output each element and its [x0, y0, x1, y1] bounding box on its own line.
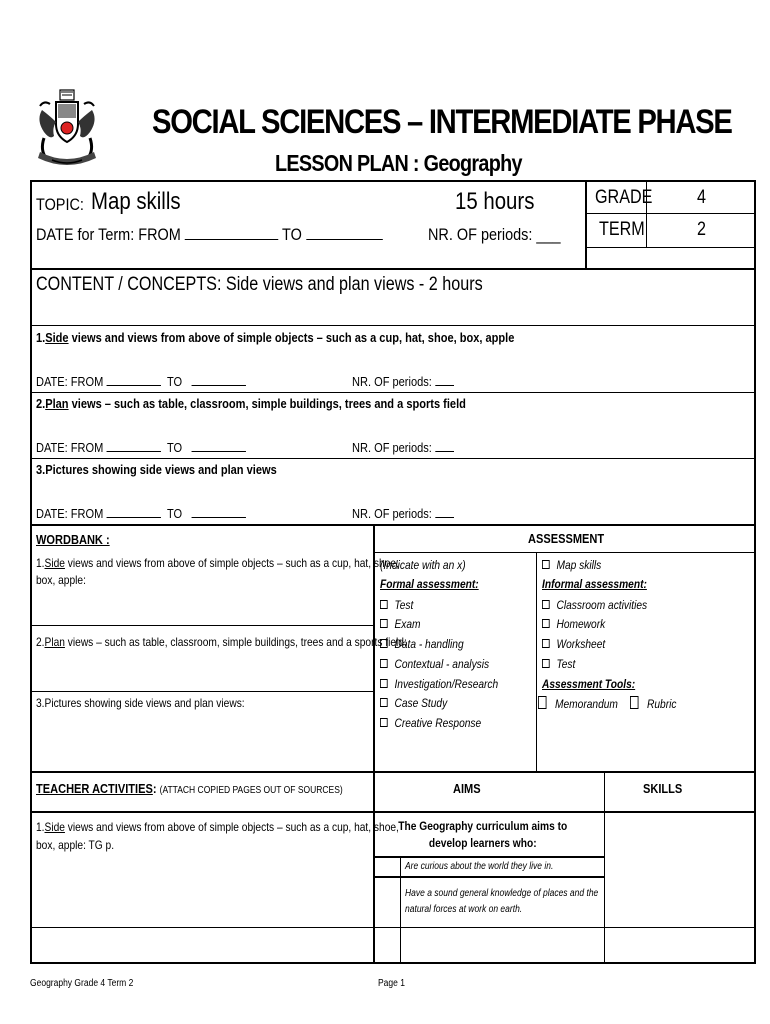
- checkbox-icon[interactable]: [380, 639, 388, 648]
- formal-item-test[interactable]: Test: [380, 598, 413, 612]
- checkbox-icon[interactable]: [542, 659, 550, 668]
- wordbank-item-2: 2.Plan views – such as table, classroom, simple buildings, trees and a sports field:: [36, 635, 407, 649]
- skills-label: SKILLS: [643, 781, 683, 796]
- wordbank-item-1: 1.Side views and views from above of simple objects – such as a cup, hat, shoe,: [36, 556, 399, 570]
- term-label: TERM: [599, 219, 645, 240]
- informal-item-worksheet[interactable]: Worksheet: [542, 637, 605, 651]
- teacher-activity-1: 1.Side views and views from above of simple objects – such as a cup, hat, shoe,: [36, 820, 399, 834]
- content-item-1-periods: NR. OF periods:: [352, 374, 454, 389]
- grade-label: GRADE: [595, 187, 653, 208]
- checkbox-icon[interactable]: [380, 619, 388, 628]
- content-item-2-periods: NR. OF periods:: [352, 440, 454, 455]
- aims-label: AIMS: [453, 781, 481, 796]
- content-concepts-label: CONTENT / CONCEPTS: Side views and plan views - 2 hours: [36, 274, 483, 295]
- aims-intro: The Geography curriculum aims to develop learners who:: [398, 819, 568, 850]
- content-item-3: 3.Pictures showing side views and plan views: [36, 462, 277, 477]
- informal-item-homework[interactable]: Homework: [542, 617, 605, 631]
- grade-value: 4: [697, 187, 706, 208]
- wordbank-label: WORDBANK :: [36, 532, 110, 547]
- teacher-activities-header: TEACHER ACTIVITIES: (ATTACH COPIED PAGES OUT OF SOURCES): [36, 781, 343, 796]
- content-item-3-date: DATE: FROM TO: [36, 506, 246, 521]
- checkbox-icon[interactable]: [380, 659, 388, 668]
- content-item-1: 1.Side views and views from above of simple objects – such as a cup, hat, shoe, box, apple: [36, 330, 515, 345]
- checkbox-icon[interactable]: [542, 600, 550, 609]
- footer-page: Page 1: [378, 978, 405, 989]
- topic-periods: NR. OF periods: ___: [428, 225, 561, 244]
- checkbox-icon[interactable]: [380, 698, 388, 707]
- formal-item-investigation[interactable]: Investigation/Research: [380, 677, 498, 691]
- informal-assessment-label: Informal assessment:: [542, 577, 647, 591]
- checkbox-icon[interactable]: [380, 600, 388, 609]
- checkbox-icon[interactable]: [630, 696, 639, 709]
- date-for-term: DATE for Term: FROM TO: [36, 225, 382, 245]
- content-item-2: 2.Plan views – such as table, classroom, simple buildings, trees and a sports field: [36, 396, 466, 411]
- wordbank-item-3: 3.Pictures showing side views and plan views:: [36, 696, 245, 710]
- assessment-label: ASSESSMENT: [528, 531, 605, 546]
- checkbox-icon[interactable]: [380, 679, 388, 688]
- indicate-note: (Indicate with an x): [380, 558, 466, 572]
- page-title: SOCIAL SCIENCES – INTERMEDIATE PHASE: [152, 103, 732, 141]
- coat-of-arms-logo: [34, 88, 100, 170]
- topic-value: Map skills: [91, 188, 181, 215]
- checkbox-icon[interactable]: [538, 696, 547, 709]
- informal-item-test[interactable]: Test: [542, 657, 575, 671]
- content-item-2-date: DATE: FROM TO: [36, 440, 246, 455]
- aim-item-1: Are curious about the world they live in.: [405, 861, 554, 872]
- formal-item-data-handling[interactable]: Data - handling: [380, 637, 464, 651]
- tool-rubric[interactable]: Rubric: [630, 696, 676, 711]
- informal-item-classroom[interactable]: Classroom activities: [542, 598, 647, 612]
- content-item-3-periods: NR. OF periods:: [352, 506, 454, 521]
- page-subtitle: LESSON PLAN : Geography: [275, 150, 522, 176]
- formal-item-exam[interactable]: Exam: [380, 617, 421, 631]
- formal-item-contextual-analysis[interactable]: Contextual - analysis: [380, 657, 489, 671]
- map-skills-item[interactable]: Map skills: [542, 558, 601, 572]
- formal-item-creative-response[interactable]: Creative Response: [380, 716, 481, 730]
- topic-hours: 15 hours: [455, 188, 535, 215]
- teacher-activity-1-line2: box, apple: TG p.: [36, 838, 115, 852]
- footer-left: Geography Grade 4 Term 2: [30, 978, 134, 989]
- topic-label: TOPIC:: [36, 195, 84, 214]
- formal-assessment-label: Formal assessment:: [380, 577, 479, 591]
- assessment-tools-label: Assessment Tools:: [542, 677, 636, 691]
- checkbox-icon[interactable]: [542, 619, 550, 628]
- tool-memorandum[interactable]: Memorandum: [538, 696, 618, 711]
- term-value: 2: [697, 219, 706, 240]
- content-item-1-date: DATE: FROM TO: [36, 374, 246, 389]
- checkbox-icon[interactable]: [380, 718, 388, 727]
- formal-item-case-study[interactable]: Case Study: [380, 696, 447, 710]
- checkbox-icon[interactable]: [542, 639, 550, 648]
- checkbox-icon[interactable]: [542, 560, 550, 569]
- wordbank-item-1-line2: box, apple:: [36, 573, 86, 587]
- aim-item-2: Have a sound general knowledge of places and the natural forces at work on earth.: [405, 888, 599, 915]
